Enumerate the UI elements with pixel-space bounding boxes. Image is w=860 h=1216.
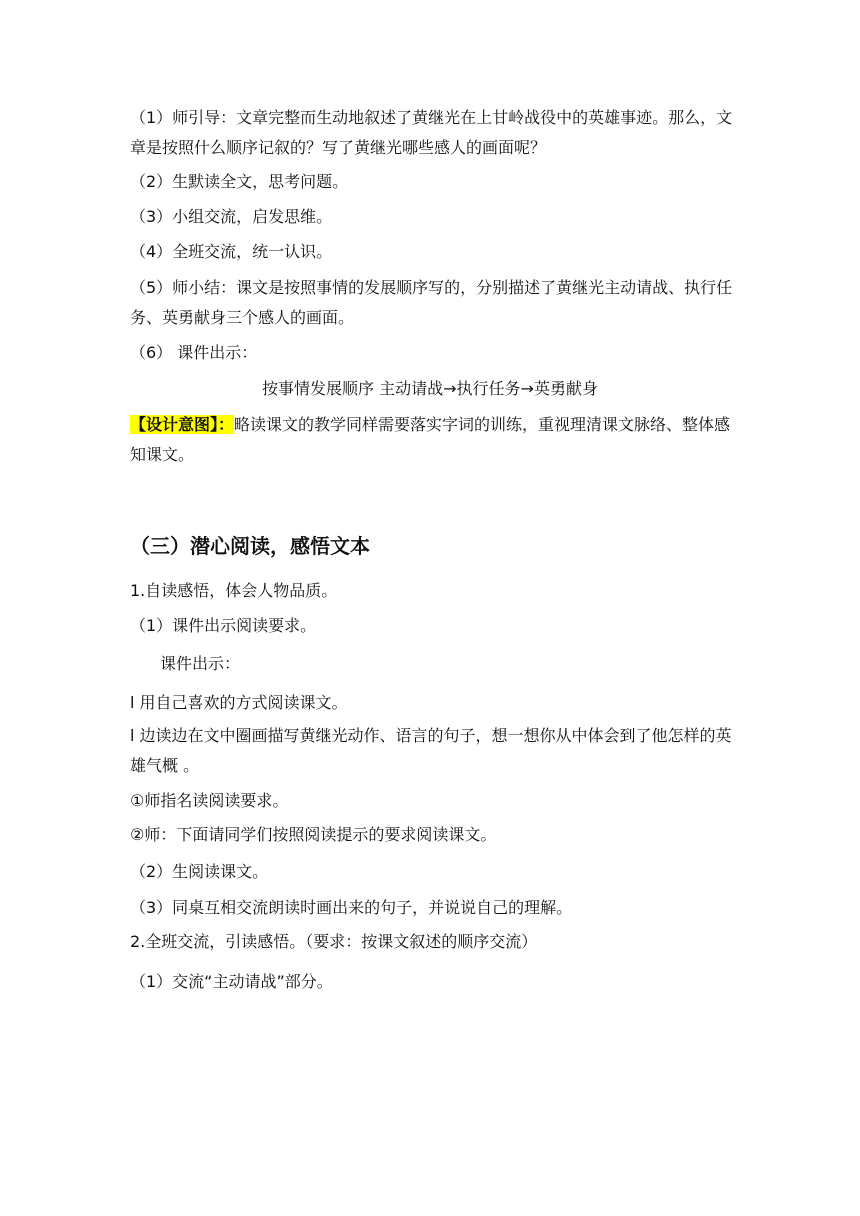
paragraph-self-reading: 1.自读感悟，体会人物品质。 <box>130 581 338 600</box>
bullet-reading-method: l 用自己喜欢的方式阅读课文。 <box>130 693 348 712</box>
paragraph-reading-requirements: （1）课件出示阅读要求。 <box>130 616 317 635</box>
paragraph-teacher-summary: （5）师小结：课文是按照事情的发展顺序写的，分别描述了黄继光主动请战、执行任务、英勇献身三个感人的画面。 <box>130 278 733 327</box>
paragraph-step-3: （3）小组交流，启发思维。 <box>130 207 333 226</box>
section-heading: （三）潜心阅读，感悟文本 <box>130 534 370 558</box>
paragraph-teacher-reads: ①师指名读阅读要求。 <box>130 791 289 810</box>
design-intent-label: 【设计意图】： <box>130 415 235 434</box>
courseware-sequence: 按事情发展顺序 主动请战→执行任务→英勇献身 <box>262 379 598 398</box>
paragraph-step-2: （2）生默读全文，思考问题。 <box>130 172 349 191</box>
paragraph-step-4: （4）全班交流，统一认识。 <box>130 242 333 261</box>
paragraph-teacher-instruction: ②师：下面请同学们按照阅读提示的要求阅读课文。 <box>130 825 497 844</box>
bullet-mark-sentences: l 边读边在文中圈画描写黄继光动作、语言的句子，想一想你从中体会到了他怎样的英雄气概 。 <box>130 726 732 775</box>
design-intent-paragraph <box>130 410 740 470</box>
paragraph-teacher-guide: （1）师引导：文章完整而生动地叙述了黄继光在上甘岭战役中的英雄事迹。那么，文章是按照什么顺序记叙的？写了黄继光哪些感人的画面呢？ <box>130 108 733 157</box>
paragraph-step-6: （6） 课件出示： <box>130 343 258 362</box>
paragraph-students-read: （2）生阅读课文。 <box>130 862 269 881</box>
paragraph-class-exchange: 2.全班交流，引读感悟。（要求：按课文叙述的顺序交流） <box>130 932 538 951</box>
design-intent-text: 略读课文的教学同样需要落实字词的训练，重视理清课文脉络、整体感知课文。 <box>130 415 731 464</box>
paragraph-courseware-label: 课件出示： <box>160 654 241 673</box>
paragraph-exchange-part: （1）交流“主动请战”部分。 <box>130 972 333 991</box>
paragraph-desk-mate-exchange: （3）同桌互相交流朗读时画出来的句子，并说说自己的理解。 <box>130 898 573 917</box>
